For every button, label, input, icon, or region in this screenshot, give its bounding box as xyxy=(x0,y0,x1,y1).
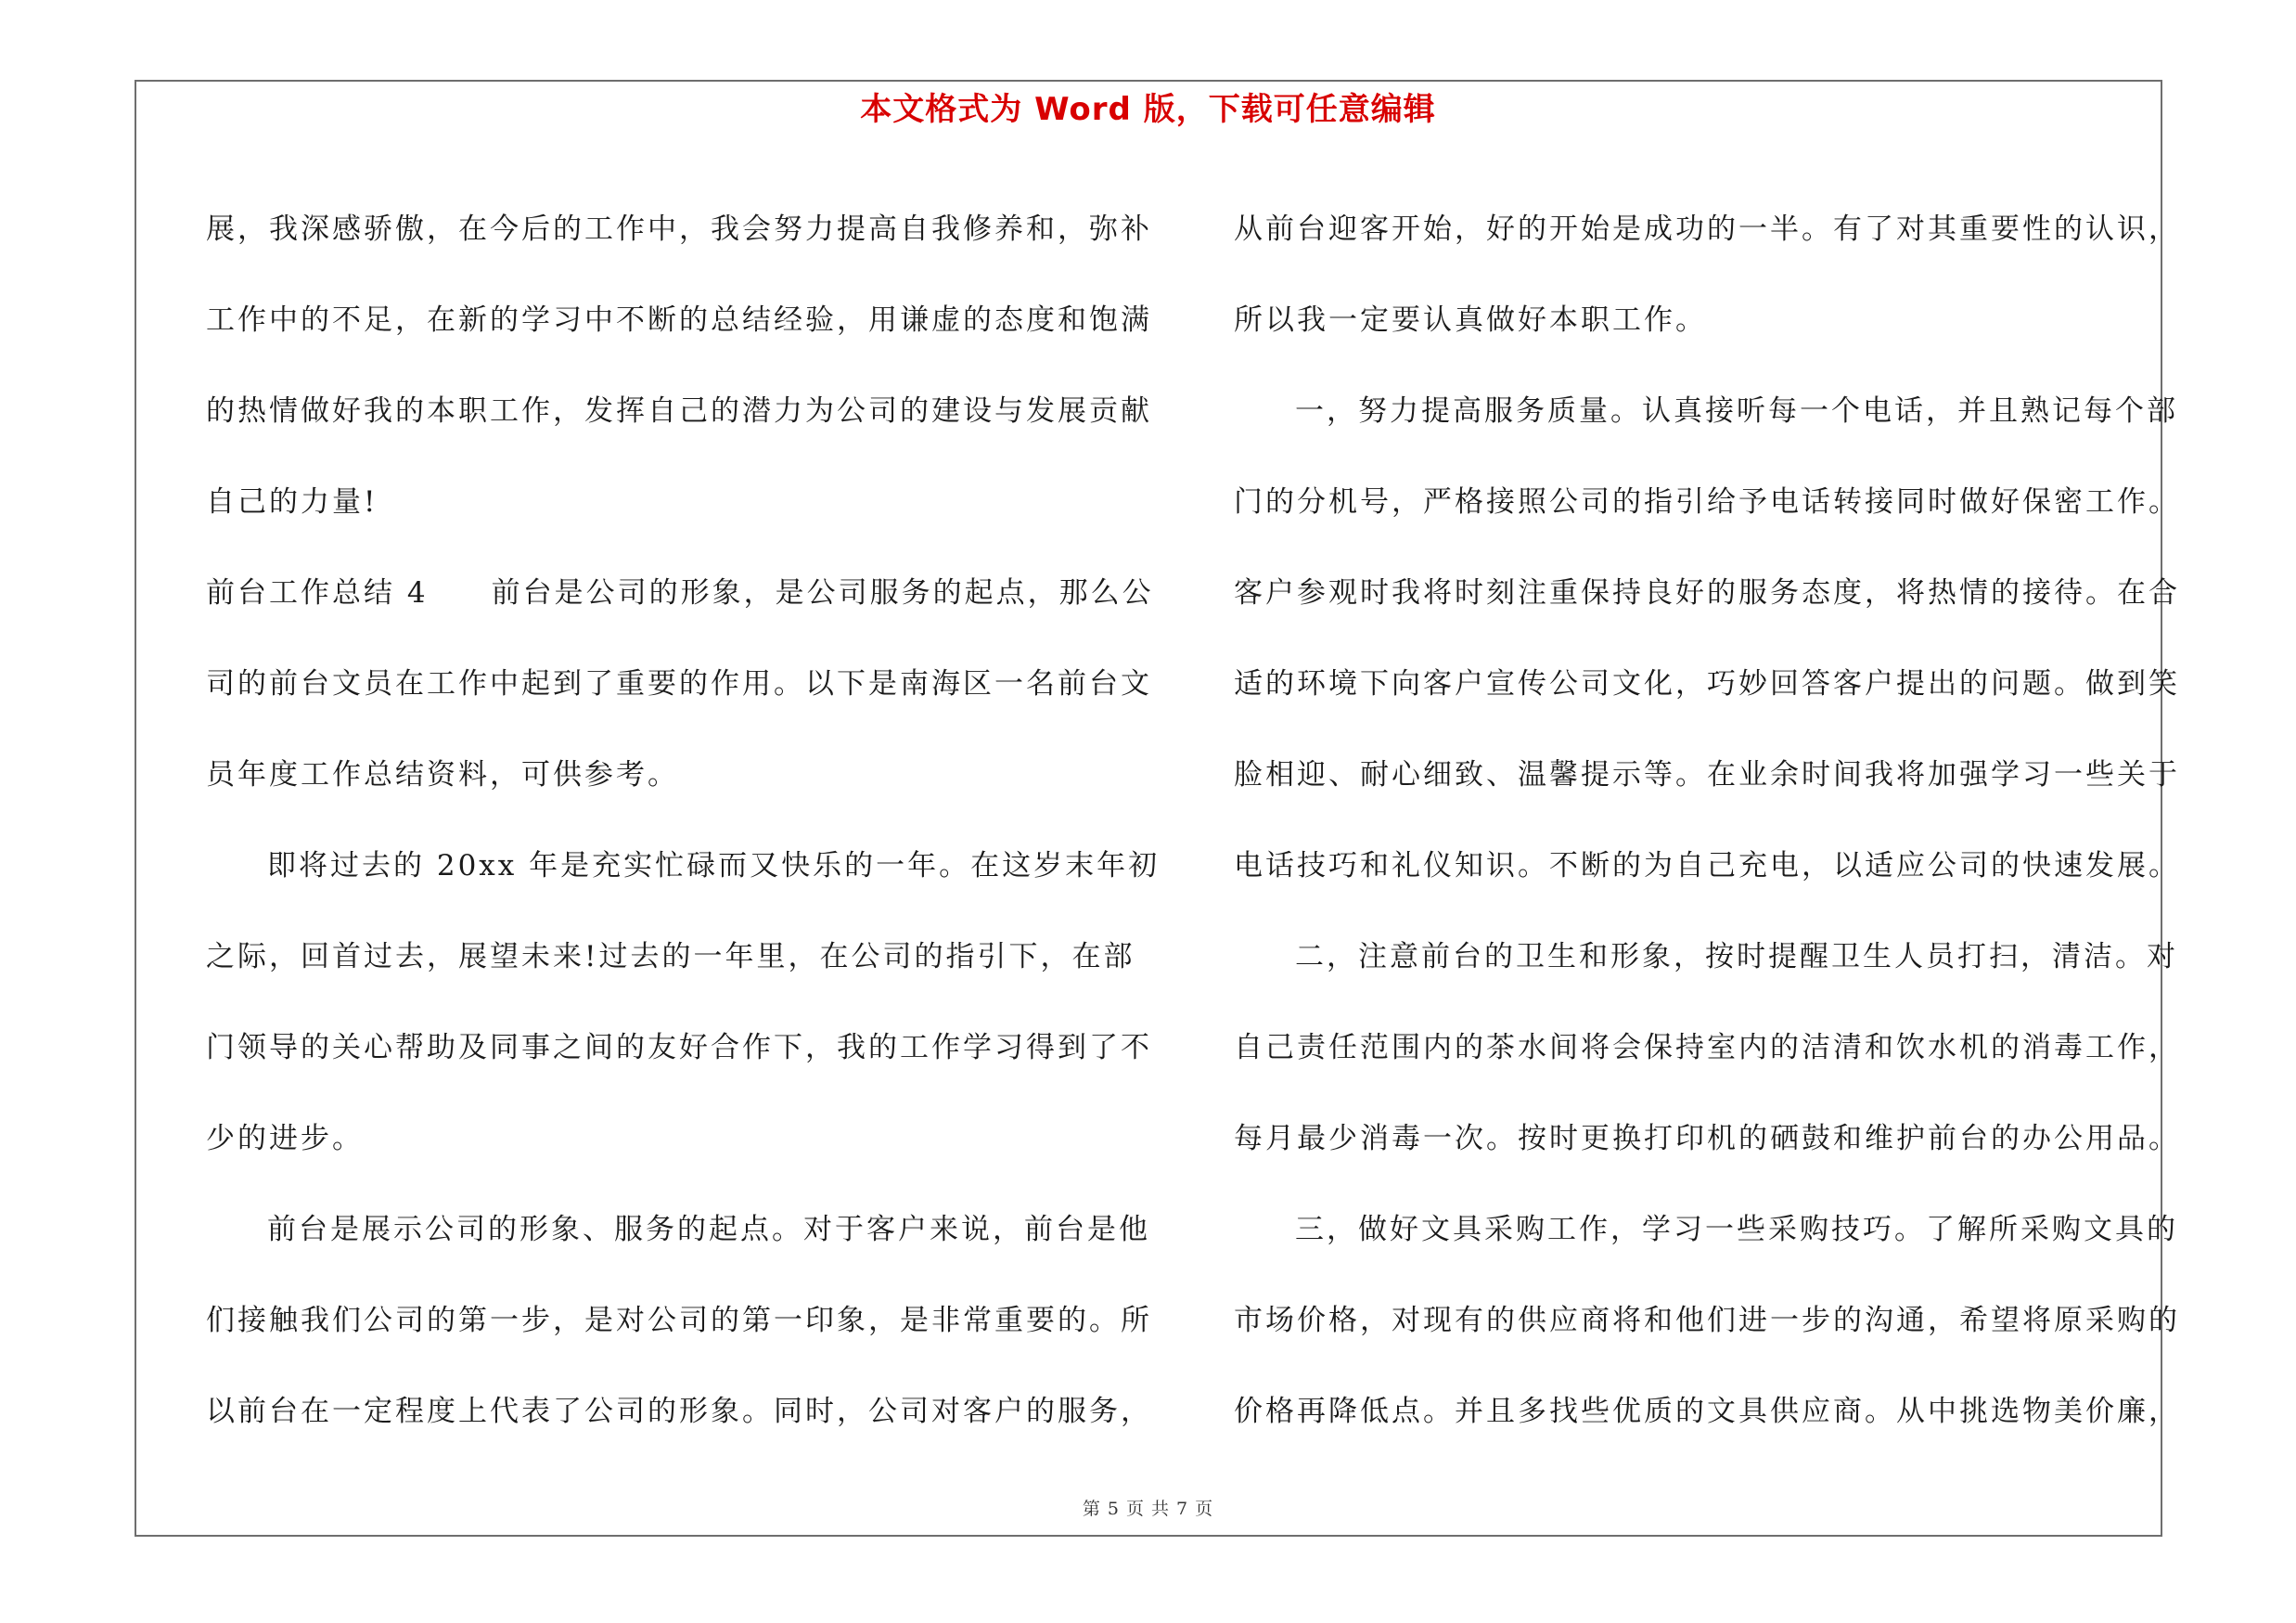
text-line: 前台是展示公司的形象、服务的起点。对于客户来说，前台是他 xyxy=(267,1213,1150,1246)
right-text-column xyxy=(1234,184,2180,1457)
text-line: 门领导的关心帮助及同事之间的友好合作下，我的工作学习得到了不 xyxy=(206,1031,1152,1064)
text-line: 们接触我们公司的第一步，是对公司的第一印象，是非常重要的。所 xyxy=(206,1304,1152,1337)
text-line: 一，努力提高服务质量。认真接听每一个电话，并且熟记每个部 xyxy=(1295,394,2178,428)
text-line: 自己的力量! xyxy=(206,485,378,519)
text-line: 门的分机号，严格接照公司的指引给予电话转接同时做好保密工作。 xyxy=(1234,485,2180,519)
text-line: 脸相迎、耐心细致、温馨提示等。在业余时间我将加强学习一些关于 xyxy=(1234,758,2180,792)
text-line: 即将过去的 20xx 年是充实忙碌而又快乐的一年。在这岁末年初 xyxy=(267,849,1161,882)
left-text-column xyxy=(206,184,1161,1457)
text-line: 市场价格，对现有的供应商将和他们进一步的沟通，希望将原采购的 xyxy=(1234,1304,2180,1337)
text-line: 以前台在一定程度上代表了公司的形象。同时，公司对客户的服务， xyxy=(206,1395,1152,1428)
word-format-banner: 本文格式为 Word 版，下载可任意编辑 xyxy=(860,91,1436,128)
text-line: 适的环境下向客户宣传公司文化，巧妙回答客户提出的问题。做到笑 xyxy=(1234,667,2180,701)
text-line: 三，做好文具采购工作，学习一些采购技巧。了解所采购文具的 xyxy=(1295,1213,2178,1246)
text-line: 电话技巧和礼仪知识。不断的为自己充电，以适应公司的快速发展。 xyxy=(1234,849,2180,882)
text-line: 价格再降低点。并且多找些优质的文具供应商。从中挑选物美价廉， xyxy=(1234,1395,2180,1428)
text-line: 自己责任范围内的茶水间将会保持室内的洁清和饮水机的消毒工作， xyxy=(1234,1031,2180,1064)
text-line: 司的前台文员在工作中起到了重要的作用。以下是南海区一名前台文 xyxy=(206,667,1152,701)
text-line: 少的进步。 xyxy=(206,1122,364,1155)
text-line: 的热情做好我的本职工作，发挥自己的潜力为公司的建设与发展贡献 xyxy=(206,394,1152,428)
text-line: 前台工作总结 4 前台是公司的形象，是公司服务的起点，那么公 xyxy=(206,576,1154,610)
text-line: 展，我深感骄傲，在今后的工作中，我会努力提高自我修养和，弥补 xyxy=(206,213,1152,246)
text-line: 从前台迎客开始，好的开始是成功的一半。有了对其重要性的认识， xyxy=(1234,213,2180,246)
text-line: 之际，回首过去，展望未来!过去的一年里，在公司的指引下，在部 xyxy=(206,940,1135,973)
text-line: 工作中的不足，在新的学习中不断的总结经验，用谦虚的态度和饱满 xyxy=(206,303,1152,337)
text-line: 每月最少消毒一次。按时更换打印机的硒鼓和维护前台的办公用品。 xyxy=(1234,1122,2180,1155)
text-line: 所以我一定要认真做好本职工作。 xyxy=(1234,303,1707,337)
text-line: 二，注意前台的卫生和形象，按时提醒卫生人员打扫，清洁。对 xyxy=(1295,940,2178,973)
page-number-footer: 第 5 页 共 7 页 xyxy=(1082,1499,1214,1519)
text-line: 客户参观时我将时刻注重保持良好的服务态度，将热情的接待。在合 xyxy=(1234,576,2180,610)
text-line: 员年度工作总结资料，可供参考。 xyxy=(206,758,679,792)
